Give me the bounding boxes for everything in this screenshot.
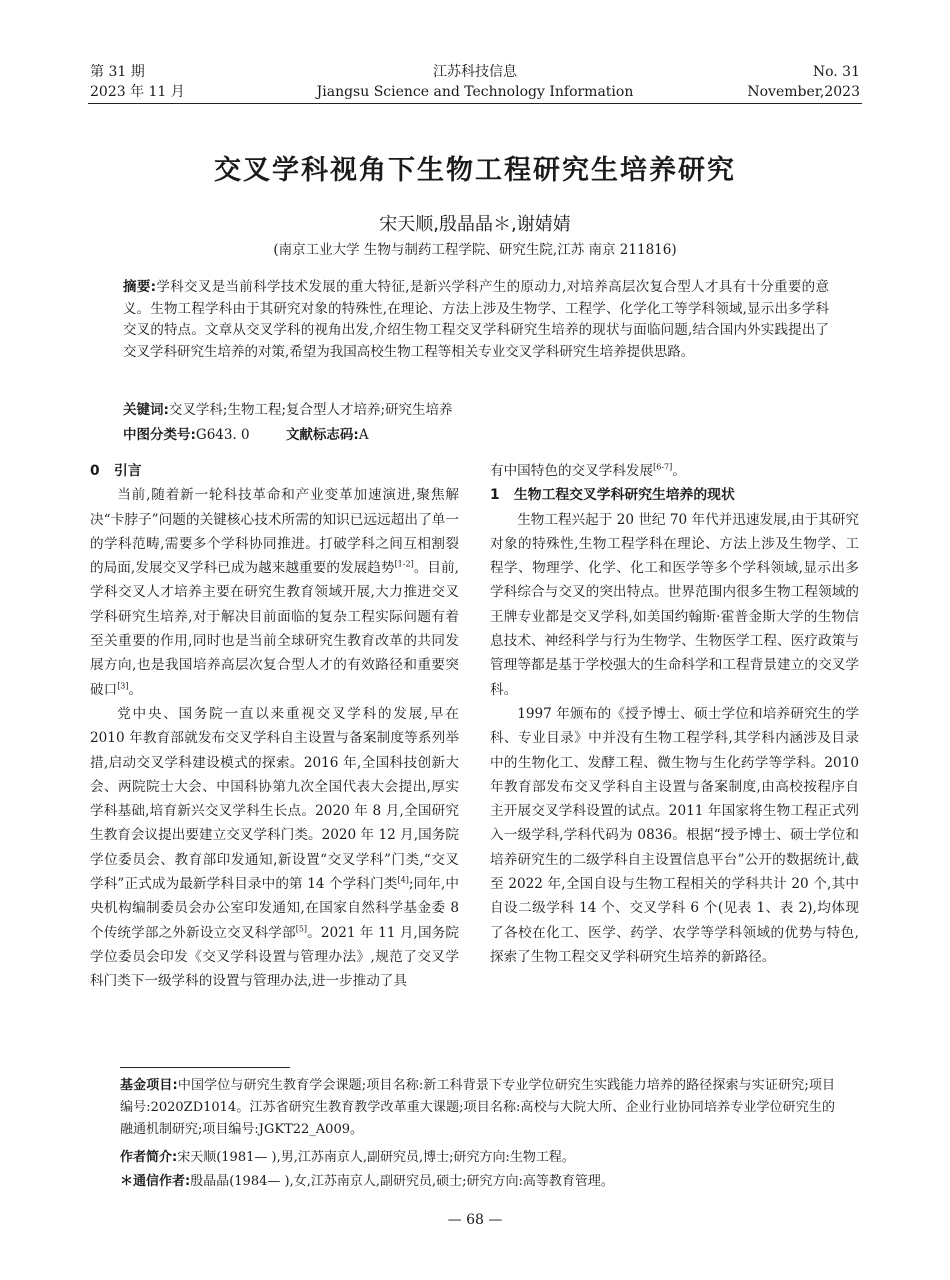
- paragraph-text: 有中国特色的交叉学科发展: [490, 463, 654, 479]
- citation: [5]: [295, 924, 308, 934]
- citation: [1-2]: [394, 559, 414, 569]
- classification: [123, 425, 829, 445]
- body-column-left: [90, 459, 459, 994]
- keywords-text: 交叉学科;生物工程;复合型人才培养;研究生培养: [168, 402, 453, 418]
- paragraph: [90, 702, 459, 994]
- section-heading: [90, 459, 459, 483]
- footnote-author: [120, 1147, 835, 1169]
- paragraph-continued: [490, 459, 859, 483]
- issue-cn: 第 31 期: [90, 64, 145, 80]
- doc-code-value: A: [358, 427, 369, 443]
- paper-title: 交叉学科视角下生物工程研究生培养研究: [214, 155, 736, 186]
- keywords-label: 关键词:: [123, 402, 169, 418]
- header-right: [747, 62, 860, 102]
- header-divider: [88, 103, 862, 104]
- paragraph-text: 。: [128, 681, 143, 698]
- paragraph: [90, 483, 459, 702]
- section-title: 引言: [114, 463, 142, 479]
- footnote-corresponding: [120, 1171, 835, 1193]
- date-cn: 2023 年 11 月: [90, 84, 185, 100]
- paragraph-text: ;同年,中央机构编制委员会办公室印发通知,在国家自然科学基金委 8 个传统学部之外新设立交叉科学部: [90, 876, 460, 941]
- citation: [4]: [397, 875, 409, 885]
- author-bio-label: 作者简介:: [120, 1150, 178, 1165]
- clc-value: G643. 0: [195, 427, 250, 443]
- abstract-text: 学科交叉是当前科学技术发展的重大特征,是新兴学科产生的原动力,对培养高层次复合型人才具有十分重要的意义。生物工程学科由于其研究对象的特殊性,在理论、方法上涉及生物学、工程学、化学化工等学科领域,显示出多学科交叉的特点。文章从交叉学科的视角出发,介绍生物工程交叉学科研究生培养的现状与面临问题,结合国内外实践提出了交叉学科研究生培养的对策,希望为我国高校生物工程等相关专业交叉学科研究生培养提供思路。: [123, 279, 829, 360]
- citation: [6-7]: [653, 462, 673, 472]
- doc-code-label: 文献标志码:: [285, 427, 359, 443]
- funding-text: 中国学位与研究生教育学会课题;项目名称:新工科背景下专业学位研究生实践能力培养的路径探索与实证研究;项目编号:2020ZD1014。江苏省研究生教育教学改革重大课题;项目名称:高校与大院大所、企业行业协同培养专业学位研究生的融通机制研究;项目编号:JGKT22_A009。: [120, 1078, 835, 1137]
- paragraph-text: 。目前,学科交叉人才培养主要在研究生教育领域开展,大力推进交叉学科研究生培养,对于解决目前面临的复杂工程实际问题有着至关重要的作用,同时也是当前全球研究生教育改革的共同发展方向,也是我国培养高层次复合型人才的有效路径和重要突破口: [90, 560, 459, 698]
- section-number: 1: [490, 487, 500, 504]
- authors: 宋天顺,殷晶晶＊,谢婧婧: [379, 214, 571, 235]
- footnote-funding: [120, 1075, 835, 1141]
- page-number: — 68 —: [447, 1212, 503, 1228]
- abstract-label: 摘要:: [123, 279, 157, 295]
- abstract: [123, 277, 829, 363]
- paragraph-text: 。: [672, 463, 686, 479]
- affiliation: (南京工业大学 生物与制药工程学院、研究生院,江苏 南京 211816): [273, 242, 677, 258]
- clc-label: 中图分类号:: [123, 427, 196, 443]
- corresponding-label: ＊通信作者:: [120, 1174, 191, 1189]
- corresponding-text: 殷晶晶(1984— ),女,江苏南京人,副研究员,硕士;研究方向:高等教育管理。: [190, 1174, 614, 1189]
- section-heading: [490, 483, 859, 507]
- paragraph-text: 党中央、国务院一直以来重视交叉学科的发展,早在 2010 年教育部就发布交叉学科自主设置与备案制度等系列举措,启动交叉学科建设模式的探索。2016 年,全国科技创新大会、两院院士大会、中国科协第九次全国代表大会提出,厚实学科基础,培育新兴交叉学科生长点。2020 年 8 月,全国研究生教育会议提出要建立交叉学科门类。2020 年 12 月,国务院学位委员会、教育部印发通知,新设置“交叉学科”门类,“交叉学科”正式成为最新学科目录中的第 14 个学科门类: [90, 705, 459, 893]
- journal-cn: 江苏科技信息: [433, 64, 517, 80]
- section-number: 0: [90, 463, 100, 479]
- issue-en: No. 31: [812, 64, 860, 80]
- citation: [3]: [117, 681, 129, 691]
- paragraph: 生物工程兴起于 20 世纪 70 年代并迅速发展,由于其研究对象的特殊性,生物工程学科在理论、方法上涉及生物学、工程学、物理学、化学、化工和医学等多个学科领域,显示出多学科综合与交叉的突出特点。世界范围内很多生物工程领域的王牌专业都是交叉学科,如美国约翰斯·霍普金斯大学的生物信息技术、神经科学与行为生物学、生物医学工程、医疗政策与管理等都是基于学校强大的生命科学和工程背景建立的交叉学科。: [490, 511, 859, 698]
- paragraph: 1997 年颁布的《授予博士、硕士学位和培养研究生的学科、专业目录》中并没有生物工程学科,其学科内涵涉及目录中的生物化工、发酵工程、微生物与生化药学等学科。2010 年教育部发布交叉学科自主设置与备案制度,由高校按程序自主开展交叉学科设置的试点。2011 年国家将生物工程正式列入一级学科,学科代码为 0836。根据“授予博士、硕士学位和培养研究生的二级学科自主设置信息平台”公开的数据统计,截至 2022 年,全国自设与生物工程相关的学科共计 20 个,其中自设二级学科 14 个、交叉学科 6 个(见表 1、表 2),均体现了各校在化工、医学、药学、农学等学科领域的优势与特色,探索了生物工程交叉学科研究生培养的新路径。: [490, 705, 859, 965]
- paragraph-text: 。2021 年 11 月,国务院学位委员会印发《交叉学科设置与管理办法》,规范了交叉学科门类下一级学科的设置与管理办法,进一步推动了具: [90, 924, 460, 990]
- date-en: November,2023: [747, 84, 860, 100]
- footnote-divider: [120, 1067, 290, 1068]
- funding-label: 基金项目:: [120, 1078, 178, 1093]
- journal-en: Jiangsu Science and Technology Information: [316, 84, 634, 100]
- keywords: [123, 400, 829, 420]
- author-bio-text: 宋天顺(1981— ),男,江苏南京人,副研究员,博士;研究方向:生物工程。: [177, 1150, 575, 1165]
- section-title: 生物工程交叉学科研究生培养的现状: [514, 487, 735, 504]
- paragraph-text: 当前,随着新一轮科技革命和产业变革加速演进,聚焦解决“卡脖子”问题的关键核心技术所需的知识已远远超出了单一的学科范畴,需要多个学科协同推进。打破学科之间互相割裂的局面,发展交叉学科已成为越来越重要的发展趋势: [90, 487, 459, 577]
- body-column-right: [490, 459, 859, 969]
